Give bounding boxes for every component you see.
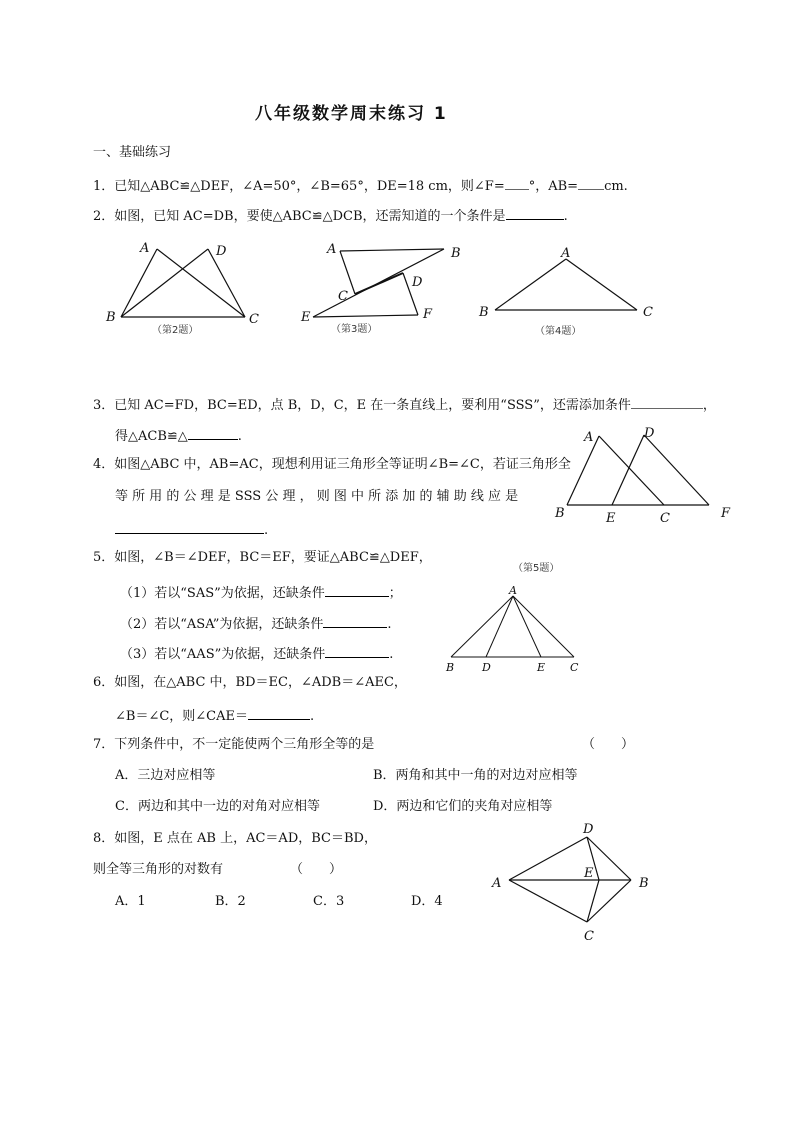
figure-2 <box>121 249 245 317</box>
q3-text: 3．已知 AC=FD，BC=ED，点 B，D，C，E 在一条直线上，要利用“SSS”，还需添加条件 <box>93 398 631 413</box>
q8-answer-paren[interactable]: （ ） <box>290 862 343 877</box>
question-3-line2 <box>115 427 242 443</box>
question-8-line2: 则全等三角形的对数有 <box>93 862 224 877</box>
q5-sub2-text: （2）若以“ASA”为依据，还缺条件 <box>120 617 324 632</box>
fig3-caption: （第3题） <box>331 324 378 335</box>
fig5-caption: （第5题） <box>513 563 560 574</box>
figq3-label-b: B <box>555 506 565 521</box>
q8-option-c[interactable]: C．3 <box>313 894 345 909</box>
section-heading: 一、基础练习 <box>93 145 172 160</box>
question-8-line1: 8．如图，E 点在 AB 上，AC＝AD，BC＝BD， <box>93 831 377 846</box>
question-5-sub-2 <box>120 615 391 631</box>
q1-text-c: cm. <box>604 179 628 194</box>
q7-answer-paren[interactable]: （ ） <box>582 737 635 752</box>
figq3-label-a: A <box>584 430 594 445</box>
question-7: 7．下列条件中，不一定能使两个三角形全等的是 <box>93 737 375 752</box>
fig8-label-d: D <box>583 822 594 837</box>
figq3-label-d: D <box>644 426 655 441</box>
q2-text: 2．如图，已知 AC=DB，要使△ABC≌△DCB，还需知道的一个条件是 <box>93 209 506 224</box>
fig3-label-c: C <box>338 289 348 304</box>
fig3-label-e: E <box>301 310 311 325</box>
q1-text-b: °，AB= <box>528 179 579 194</box>
q5-sub3-text: （3）若以“AAS”为依据，还缺条件 <box>120 647 326 662</box>
q1-text: 1．已知△ABC≌△DEF，∠A=50°，∠B=65°，DE=18 cm，则∠F= <box>93 179 505 194</box>
question-5: 5．如图，∠B＝∠DEF，BC＝EF，要证△ABC≌△DEF， <box>93 550 432 565</box>
question-4-line2: 等 所 用 的 公 理 是 SSS 公 理 ， 则 图 中 所 添 加 的 辅 助 线 应 是 <box>115 489 519 504</box>
figq3-label-c: C <box>660 511 670 526</box>
fig3-label-b: B <box>451 246 461 261</box>
fig3-label-f: F <box>423 307 433 322</box>
q6-text: ∠B＝∠C，则∠CAE＝ <box>115 709 249 724</box>
q4-blank[interactable] <box>115 521 264 534</box>
q7-option-a[interactable]: A．三边对应相等 <box>115 768 216 783</box>
fig5-label-c: C <box>570 661 579 674</box>
q5-blank-3[interactable] <box>325 645 389 658</box>
figq3-label-f: F <box>721 506 731 521</box>
q6-end: . <box>310 709 315 724</box>
fig2-label-c: C <box>249 312 259 327</box>
figure-8 <box>509 837 631 922</box>
q8-option-b[interactable]: B．2 <box>215 894 246 909</box>
q5-end2: . <box>387 617 392 632</box>
question-5-sub-1 <box>120 584 402 600</box>
fig4-label-b: B <box>479 305 489 320</box>
fig2-label-d: D <box>216 244 227 259</box>
q5-end1: ； <box>388 586 402 601</box>
q4-end: . <box>264 523 269 538</box>
figure-q3 <box>567 435 709 505</box>
fig3-label-a: A <box>327 242 337 257</box>
q3-blank-condition[interactable] <box>631 396 703 409</box>
q2-end: . <box>563 209 568 224</box>
q6-blank[interactable] <box>248 707 310 720</box>
question-6-line2 <box>115 707 314 723</box>
question-3-line1 <box>93 396 716 412</box>
q5-end3: . <box>389 647 394 662</box>
fig5-label-a: A <box>509 584 517 597</box>
question-4-line3 <box>115 521 268 537</box>
q7-option-b[interactable]: B．两角和其中一角的对边对应相等 <box>373 768 578 783</box>
q3-text-2: 得△ACB≌△ <box>115 429 188 444</box>
fig4-label-a: A <box>561 246 571 261</box>
q3-end2: . <box>237 429 242 444</box>
fig2-label-b: B <box>106 310 116 325</box>
q5-blank-1[interactable] <box>325 584 389 597</box>
q3-blank-triangle[interactable] <box>188 427 238 440</box>
fig8-label-e: E <box>584 866 594 881</box>
q8-option-d[interactable]: D．4 <box>411 894 443 909</box>
figure-4 <box>495 259 637 310</box>
q5-blank-2[interactable] <box>323 615 387 628</box>
figure-5 <box>451 596 574 657</box>
fig5-label-d: D <box>482 661 491 674</box>
fig8-label-b: B <box>639 876 649 891</box>
question-6-line1: 6．如图，在△ABC 中，BD＝EC，∠ADB＝∠AEC， <box>93 675 407 690</box>
fig4-caption: （第4题） <box>535 326 582 337</box>
fig2-label-a: A <box>140 241 150 256</box>
page-title: 八年级数学周末练习 1 <box>255 104 448 124</box>
fig4-label-c: C <box>643 305 653 320</box>
q7-option-d[interactable]: D．两边和它们的夹角对应相等 <box>373 799 553 814</box>
q3-end1: ， <box>702 398 716 413</box>
fig8-label-c: C <box>584 929 594 944</box>
q5-sub1-text: （1）若以“SAS”为依据，还缺条件 <box>120 586 325 601</box>
fig5-label-b: B <box>446 661 455 674</box>
question-5-sub-3 <box>120 645 393 661</box>
question-4-line1: 4．如图△ABC 中，AB=AC，现想利用证三角形全等证明∠B=∠C，若证三角形全 <box>93 457 571 472</box>
fig8-label-a: A <box>492 876 502 891</box>
figq3-label-e: E <box>606 511 616 526</box>
q7-option-c[interactable]: C．两边和其中一边的对角对应相等 <box>115 799 320 814</box>
q8-option-a[interactable]: A．1 <box>115 894 146 909</box>
fig3-label-d: D <box>412 275 423 290</box>
fig2-caption: （第2题） <box>152 325 199 336</box>
fig5-label-e: E <box>537 661 546 674</box>
